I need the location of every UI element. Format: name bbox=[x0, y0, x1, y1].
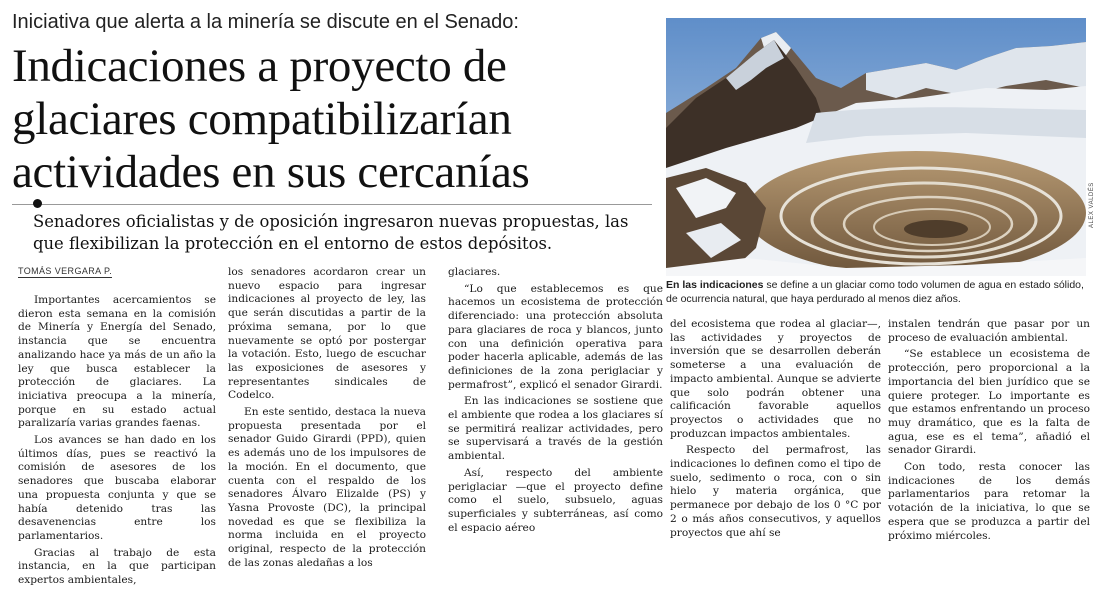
paragraph: Los avances se han dado en los últimos días, pues se reactivó la comisión de asesores de los senadores que buscaba elaborar una propuesta conjunta y que se había detenido tras las desavenencias entre los parlamentarios. bbox=[18, 434, 216, 542]
article-kicker: Iniciativa que alerta a la minería se discute en el Senado: bbox=[12, 11, 519, 33]
snowy-mountain-mine-image bbox=[666, 18, 1086, 276]
mine-photo bbox=[666, 18, 1086, 276]
text-column-5 bbox=[888, 318, 1090, 546]
paragraph: “Lo que establecemos es que hacemos un ecosistema de protección diferenciado: una protección absoluta para glaciares de roca y blancos, junto con una definición operativa para poder hacerla aplicable, además de las definiciones de la zona periglaciar y permafrost”, explicó el senador Girardi. bbox=[448, 282, 663, 391]
paragraph: Respecto del permafrost, las indicaciones lo definen como el tipo de suelo, sedimento o roca, con o sin hielo y materia orgánica, que permanece por debajo de los 0 °C por 2 o más años consecutivos, y aquellos proyectos que ahí se bbox=[670, 444, 881, 539]
paragraph: Gracias al trabajo de esta instancia, en la que participan expertos ambientales, bbox=[18, 546, 216, 587]
paragraph: Así, respecto del ambiente periglaciar —que el proyecto define como el suelo, subsuelo, aguas superficiales y subterráneas, así como el espacio aéreo bbox=[448, 466, 663, 534]
dek-divider bbox=[12, 204, 652, 205]
dek-bullet bbox=[33, 199, 42, 208]
paragraph: Con todo, resta conocer las indicaciones de los demás parlamentarios para retomar la votación de la iniciativa, lo que se espera que se produzca a partir del próximo miércoles. bbox=[888, 461, 1090, 542]
paragraph: glaciares. bbox=[448, 266, 501, 278]
paragraph: “Se establece un ecosistema de protección, pero proporcional a la importancia del bien jurídico que se quiere proteger. Lo importante es que estamos enfrentando un proceso muy dramático, que es la falta de agua, ese es el tema”, añadió el senador Girardi. bbox=[888, 348, 1090, 457]
text-column-4 bbox=[670, 318, 881, 543]
caption-text: se define a un glaciar como todo volumen de agua en estado sólido, de ocurrencia natural, que haya perdurado al menos diez años. bbox=[666, 279, 1084, 305]
paragraph: del ecosistema que rodea al glaciar—, las actividades y proyectos de inversión que se desarrollen deberán someterse a una evaluación de impacto ambiental. Aunque se advierte que solo podrán obtener una calificación favorable aquellos proyectos o actividades que no produzcan impactos ambientales. bbox=[670, 318, 881, 440]
article-dek: Senadores oficialistas y de oposición ingresaron nuevas propuestas, las que flexibilizan la protección en el entorno de estos depósitos. bbox=[33, 212, 629, 253]
paragraph: En las indicaciones se sostiene que el ambiente que rodea a los glaciares sí se permitirá realizar actividades, pero se supervisará a través de la gestión ambiental. bbox=[448, 395, 663, 463]
photo-credit: ALEX VALDÉS bbox=[1089, 182, 1095, 228]
paragraph: los senadores acordaron crear un nuevo espacio para ingresar indicaciones al proyecto de ley, las que serán discutidas a partir de la próxima semana, por lo que nuevamente se optó por postergar la votación. Esto, luego de escuchar las exposiciones de asesores y representantes sindicales de Codelco. bbox=[228, 266, 426, 402]
article-headline: Indicaciones a proyecto de glaciares compatibilizarían actividades en sus cercanías bbox=[12, 40, 530, 198]
caption-lead: En las indicaciones bbox=[666, 279, 764, 291]
text-column-1 bbox=[18, 294, 216, 591]
photo-caption bbox=[666, 279, 1090, 306]
article-byline: TOMÁS VERGARA P. bbox=[18, 266, 113, 276]
paragraph: instalen tendrán que pasar por un proceso de evaluación ambiental. bbox=[888, 318, 1090, 344]
text-column-3 bbox=[448, 266, 663, 538]
paragraph: Importantes acercamientos se dieron esta semana en la comisión de Minería y Energía del Senado, instancia que se encuentra analizando hace ya más de un año la ley que busca establecer la protección de glaciares. La iniciativa preocupa a la minería, porque en su estado actual paralizaría varias grandes faenas. bbox=[18, 294, 216, 430]
text-column-2 bbox=[228, 266, 426, 573]
paragraph: En este sentido, destaca la nueva propuesta presentada por el senador Guido Girardi (PPD), quien es además uno de los impulsores de la moción. En el documento, que cuenta con el respaldo de los senadores Álvaro Elizalde (PS) y Yasna Provoste (DC), la principal novedad es que se flexibiliza la norma incluida en el proyecto original, respecto de la protección de las zonas aledañas a los bbox=[228, 406, 426, 569]
